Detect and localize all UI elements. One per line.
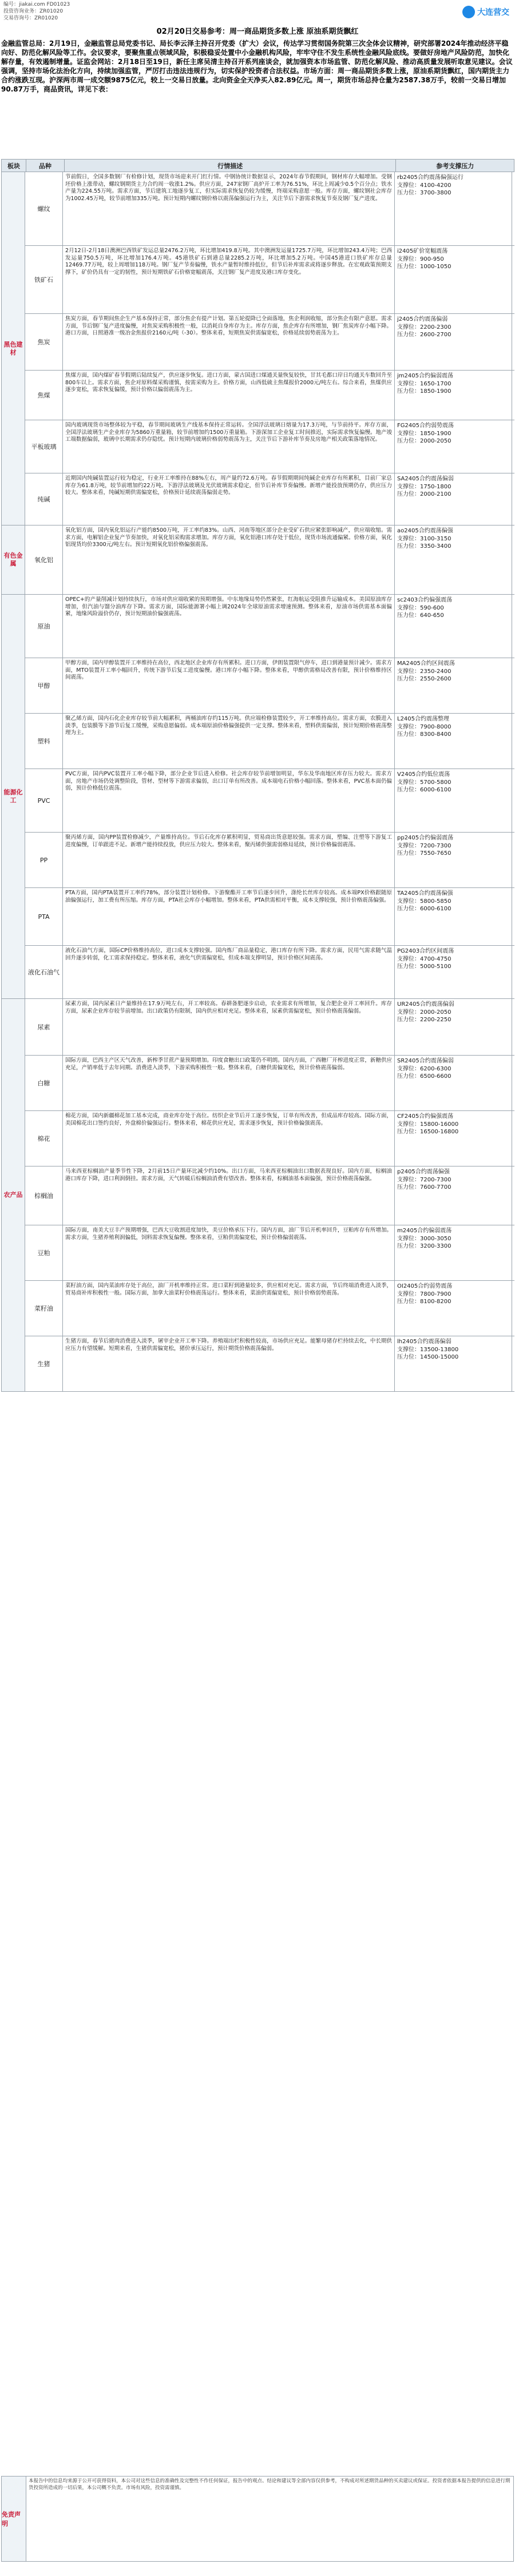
section-rows	[25, 999, 514, 1391]
market-description: 2月12日-2月18日澳洲巴西铁矿发运总量2476.2万吨，环比增加419.8万吨。其中澳洲发运量1725.7万吨，环比增加243.4万吨；巴西发运量750.5万吨，环比增加176.4万吨。45港铁矿石到港总量2285.2万吨，环比增加5.2万吨。中国45港进口铁矿库存总量12469.77万吨，较上周增加118万吨。钢厂复产节奏偏慢，铁水产量暂时维持低位，但节后补库需求或将逐步释放。在宏观政策预期支撑下，矿价仍具有一定的韧性，预计短期铁矿石价格宽幅震荡，关注钢厂复产进度及港口库存变化。	[63, 246, 395, 313]
table-row	[25, 1166, 514, 1225]
table-row	[25, 1111, 514, 1166]
market-description: PTA方面，国内PTA装置开工率约78%，部分装置计划检修。下游聚酯开工率节后逐步回升，涤纶长丝库存较高。成本端PX价格跟随原油偏强运行，加工费有所压缩。库存方面，PTA社会库存小幅增加。整体来看，PTA供需相对平衡，成本支撑较强，预计价格震荡偏强。	[63, 888, 395, 945]
commodity-name: PVC	[25, 769, 63, 832]
commodity-name: 豆粕	[25, 1225, 63, 1280]
section-rows	[25, 525, 514, 594]
support-resistance-levels: SR2405合约震荡偏弱 支撑位：6200-6300 压力位：6500-6600	[395, 1056, 512, 1110]
section-label: 黑色建材	[2, 172, 25, 525]
market-description: 国内玻璃现货市场整体较为平稳，春节期间玻璃生产线基本保持正常运转。全国浮法玻璃日熔量为17.3万吨，与节前持平。库存方面，全国浮法玻璃生产企业库存为5860万重量箱，较节前增加约1500万重量箱。下游深加工企业复工时间推迟，实际需求恢复偏慢。地产竣工端数据偏弱，玻璃中长期需求仍存隐忧。预计短期内玻璃价格弱势震荡为主，关注节后下游补库节奏及房地产相关政策落地情况。	[63, 420, 395, 473]
market-description: 聚乙烯方面，国内石化企业库存较节前大幅累积，两桶油库存约115万吨。供应端检修装置较少，开工率维持高位。需求方面，农膜进入淡季，包装膜等下游节后复工缓慢，采购意愿偏弱。成本端原油价格偏强提供一定支撑。整体来看，塑料供需偏弱，预计短期价格震荡整理为主。	[63, 714, 395, 769]
support-resistance-levels: OI2405合约弱势震荡 支撑位：7800-7900 压力位：8100-8200	[395, 1281, 512, 1336]
logo-mark-icon	[462, 6, 475, 18]
support-resistance-levels: FG2405合约弱势震荡 支撑位：1850-1900 压力位：2000-2050	[395, 420, 512, 473]
market-description: 氧化铝方面，国内氧化铝运行产能约8500万吨，开工率约83%。山西、河南等地区部分企业受矿石供应紧张影响减产，供应端收缩。需求方面，电解铝企业复产节奏加快，对氧化铝采购需求增加。库存方面，氧化铝港口库存处于低位，现货市场流通偏紧。价格方面，氧化铝现货均价3300元/吨左右。预计短期氧化铝价格偏强震荡。	[63, 525, 395, 594]
header-meta	[3, 1, 70, 22]
market-description: 生猪方面，春节后猪肉消费进入淡季，屠宰企业开工率下降。养殖端出栏积极性较高，市场供应充足。能繁母猪存栏持续去化，中长期供应压力有望缓解。短期来看，生猪供需偏宽松，猪价承压运行，预计期货价格震荡偏弱。	[63, 1336, 395, 1391]
market-description: OPEC+的产量削减计划持续执行，市场对供应端收紧的预期增强。中东地缘局势仍然紧张，红海航运受阻推升运输成本。美国原油库存增加，但汽油与馏分油库存下降。需求方面，国际能源署小幅上调2024年全球原油需求增速预测。整体来看，原油市场供需基本面偏紧，地缘风险溢价仍存，预计短期油价偏强震荡。	[63, 595, 395, 658]
commodity-name: 螺纹	[25, 172, 63, 245]
table-row	[25, 999, 514, 1056]
table-row	[25, 888, 514, 946]
report-title: 02月20日交易参考：周一商品期货多数上涨 原油系期货飘红	[156, 27, 359, 36]
table-section	[2, 595, 514, 999]
support-resistance-levels: rb2405合约震荡偏强运行 支撑位：4100-4200 压力位：3700-3800	[395, 172, 512, 245]
commodity-name: 尿素	[25, 999, 63, 1055]
header-levels: 参考支撑压力	[396, 160, 514, 172]
market-description: 近期国内纯碱装置运行较为稳定，行业开工率维持在88%左右，周产量约72.6万吨。春节假期期间纯碱企业库存有所累积，目前厂家总库存为61.8万吨，较节前增加约22万吨。下游浮法玻璃及光伏玻璃需求稳定，但节后补库节奏偏慢。新增产能投放预期仍存，供应压力较大。整体来看，纯碱短期供需偏宽松，价格预计延续震荡偏弱走势。	[63, 473, 395, 525]
support-resistance-levels: i2405矿价宽幅震荡 支撑位：900-950 压力位：1000-1050	[395, 246, 512, 313]
commodity-name: 焦煤	[25, 371, 63, 420]
market-description: PVC方面，国内PVC装置开工率小幅下降，部分企业节后进入检修。社会库存较节前增加明显，华东及华南地区库存压力较大。需求方面，房地产市场仍处调整阶段，管材、型材等下游需求偏弱，出口订单有所改善。成本端电石价格小幅回落。整体来看，PVC基本面仍偏弱，预计价格低位震荡。	[63, 769, 395, 832]
commodity-name: 菜籽油	[25, 1281, 63, 1336]
market-description: 尿素方面，国内尿素日产量维持在17.9万吨左右，开工率较高。春耕备肥逐步启动，农业需求有所增加，复合肥企业开工率回升。库存方面，尿素企业库存较节前增加。出口政策仍有限制，国内供应相对充足。整体来看，尿素供需偏宽松，预计价格震荡偏弱。	[63, 999, 395, 1055]
market-description: 焦煤方面，国内煤矿春节假期后陆续复产，供应逐步恢复。进口方面，蒙古国进口煤通关量恢复较快，甘其毛都口岸日均通关车数回升至800车以上。需求方面，焦企对原料煤采购谨慎，按需采购为主。价格方面，山西低硫主焦煤报价2000元/吨左右。综合来看，焦煤供应逐步宽松，需求恢复偏缓，预计价格以偏弱震荡为主。	[63, 371, 395, 420]
table-row	[25, 1225, 514, 1281]
support-resistance-levels: sc2403合约偏强震荡 支撑位：590-600 压力位：640-650	[395, 595, 512, 658]
disclaimer	[1, 2476, 514, 2562]
commodity-name: 棉花	[25, 1111, 63, 1166]
commodity-name: PTA	[25, 888, 63, 945]
table-row	[25, 246, 514, 314]
table-row	[25, 473, 514, 525]
market-description: 液化石油气方面，国际CP价格维持高位，进口成本支撑较强。国内炼厂商品量稳定，港口库存有所下降。需求方面，民用气需求随气温回升逐步转弱，化工需求保持稳定。整体来看，液化气供需偏宽松，但成本端支撑明显，预计价格区间震荡。	[63, 946, 395, 998]
table-row	[25, 833, 514, 888]
table-row	[25, 1056, 514, 1111]
support-resistance-levels: SA2405合约震荡偏弱 支撑位：1750-1800 压力位：2000-2100	[395, 473, 512, 525]
market-description: 菜籽油方面，国内菜油库存处于高位，油厂开机率维持正常。进口菜籽到港量较多，供应相对充足。需求方面，节后终端消费进入淡季，贸易商补库积极性一般。国际方面，加拿大油菜籽价格震荡运行。整体来看，菜油供需偏宽松，预计价格弱势震荡。	[63, 1281, 395, 1336]
commodity-name: 铁矿石	[25, 246, 63, 313]
market-description: 国际方面，巴西主产区天气改善，新榨季甘蔗产量预期增加。印度食糖出口政策仍不明朗。国内方面，广西糖厂开榨进度正常，新糖供应充足，产销率低于去年同期。消费进入淡季，下游采购积极性一般。整体来看，白糖供需偏宽松，预计价格震荡偏弱。	[63, 1056, 395, 1110]
market-description: 聚丙烯方面，国内PP装置检修减少，产量维持高位。节后石化库存累积明显，贸易商出货意愿较强。需求方面，塑编、注塑等下游复工进度偏慢，订单跟进不足。新增产能持续投放，供应压力较大。整体来看，聚丙烯供强需弱格局延续，预计价格偏弱震荡。	[63, 833, 395, 887]
table-row	[25, 172, 514, 246]
table-section	[2, 999, 514, 1392]
commodity-name: 塑料	[25, 714, 63, 769]
support-resistance-levels: TA2405合约震荡偏强 支撑位：5800-5850 压力位：6000-6100	[395, 888, 512, 945]
support-resistance-levels: UR2405合约震荡偏弱 支撑位：2000-2050 压力位：2200-2250	[395, 999, 512, 1055]
table-row	[25, 595, 514, 658]
disclaimer-label: 免责声明	[2, 2477, 26, 2561]
market-description: 国际方面，南美大豆丰产预期增强，巴西大豆收割进度加快，美豆价格承压下行。国内方面，油厂节后开机率回升，豆粕库存有所增加。需求方面，生猪养殖利润偏低，饲料需求恢复偏慢。整体来看，豆粕供需偏宽松，预计价格偏弱震荡。	[63, 1225, 395, 1280]
table-row	[25, 658, 514, 714]
logo-text: 大连营交	[477, 8, 509, 17]
commodity-name: PP	[25, 833, 63, 887]
meta-line: 交易咨询号：ZR01020	[3, 15, 58, 21]
support-resistance-levels: MA2405合约区间震荡 支撑位：2350-2400 压力位：2550-2600	[395, 658, 512, 713]
market-description: 马来西亚棕榈油产量季节性下降，2月前15日产量环比减少约10%。出口方面，马来西亚棕榈油出口数据表现良好。国内方面，棕榈油港口库存下降，进口利润倒挂。需求方面，天气转暖后棕榈油消费有望改善。整体来看，棕榈油基本面偏强，预计价格震荡偏强。	[63, 1166, 395, 1225]
support-resistance-levels: p2405合约震荡偏强 支撑位：7200-7300 压力位：7600-7700	[395, 1166, 512, 1225]
commodity-name: 生猪	[25, 1336, 63, 1391]
market-description: 棉花方面，国内新疆棉花加工基本完成，商业库存处于高位。纺织企业节后开工逐步恢复，订单有所改善，但成品库存较高。国际方面，美国棉花出口签约良好，外盘棉价偏强运行。整体来看，棉花供应充足，需求逐步恢复，预计价格偏强震荡。	[63, 1111, 395, 1166]
support-resistance-levels: CF2405合约偏强震荡 支撑位：15800-16000 压力位：16500-16800	[395, 1111, 512, 1166]
table-body	[2, 172, 514, 1392]
support-resistance-levels: L2405合约震荡整理 支撑位：7900-8000 压力位：8300-8400	[395, 714, 512, 769]
section-label: 农产品	[2, 999, 25, 1391]
top-bar	[0, 0, 515, 25]
support-resistance-levels: lh2405合约震荡偏弱 支撑位：13500-13800 压力位：14500-15000	[395, 1336, 512, 1391]
commodity-name: 液化石油气	[25, 946, 63, 998]
commodity-name: 平板玻璃	[25, 420, 63, 473]
table-section	[2, 525, 514, 595]
support-resistance-levels: jm2405合约偏弱震荡 支撑位：1650-1700 压力位：1850-1900	[395, 371, 512, 420]
commodity-name: 白糖	[25, 1056, 63, 1110]
table-header	[2, 160, 514, 172]
table-row	[25, 314, 514, 371]
market-description: 节前假日，全国多数钢厂有检修计划，现货市场迎来开门红行情。中钢协统计数据显示，2024年春节假期间，钢材库存大幅增加。受钢坯价格上涨带动，螺纹钢期货主力合约周一收涨1.2%。供应方面，247家钢厂高炉开工率为76.51%，环比上周减少0.5个百分点；铁水产量为224.55万吨。需求方面，节后建筑工地逐步复工，但实际需求恢复仍较为缓慢，终端采购意愿一般。库存方面，螺纹钢社会库存为1002.45万吨，较节前增加335万吨。预计短期内螺纹钢价格以震荡偏强运行为主，关注节后下游需求恢复节奏及钢厂复产进度。	[63, 172, 395, 245]
table-row	[25, 420, 514, 473]
header-description: 行情描述	[65, 160, 397, 172]
support-resistance-levels: pp2405合约偏弱震荡 支撑位：7200-7300 压力位：7550-7650	[395, 833, 512, 887]
table-row	[25, 1281, 514, 1336]
section-rows	[25, 595, 514, 998]
commodity-name: 焦炭	[25, 314, 63, 370]
market-description: 甲醇方面，国内甲醇装置开工率维持在高位，西北地区企业库存有所累积。进口方面，伊朗装置限气停车，进口到港量预计减少。需求方面，MTO装置开工率小幅回升，传统下游节后复工进度偏慢。港口库存小幅下降。整体来看，甲醇供需格局改善有限，预计价格维持区间震荡。	[63, 658, 395, 713]
company-logo	[462, 3, 509, 21]
commodity-name: 甲醇	[25, 658, 63, 713]
market-description: 焦炭方面，春节期间焦企生产基本保持正常，部分焦企有提产计划。第五轮提降已全面落地，焦企利润收缩，部分焦企有限产意愿。需求方面，节后钢厂复产进度偏慢，对焦炭采购积极性一般，以消耗自身库存为主。库存方面，焦企库存有所增加，钢厂焦炭库存小幅下降。港口方面，日照港准一级冶金焦报价2160元/吨（-30）。整体来看，短期焦炭供需偏宽松，价格延续弱势震荡为主。	[63, 314, 395, 370]
meta-line: 投资咨询业务：ZR01020	[3, 9, 64, 14]
support-resistance-levels: PG2403合约区间震荡 支撑位：4700-4750 压力位：5000-5100	[395, 946, 512, 998]
table-row	[25, 946, 514, 998]
header-section: 板块	[2, 160, 26, 172]
support-resistance-levels: ao2405合约震荡偏强 支撑位：3100-3150 压力位：3350-3400	[395, 525, 512, 594]
header-item: 品种	[26, 160, 65, 172]
disclaimer-text: 本报告中的信息均来源于公开可获得资料，本公司对这些信息的准确性及完整性不作任何保证，报告中的观点、结论和建议等全部内容仅供参考，不构成对所述期货品种的买卖建议或保证。投资者依据本报告提供的信息进行期货投资所造成的一切后果，本公司概不负责。市场有风险，投资需谨慎。	[29, 2478, 510, 2491]
commodity-name: 氧化铝	[25, 525, 63, 594]
commodity-name: 原油	[25, 595, 63, 658]
commodity-name: 纯碱	[25, 473, 63, 525]
section-rows	[25, 172, 514, 525]
section-label: 能源化工	[2, 595, 25, 998]
commodity-name: 棕榈油	[25, 1166, 63, 1225]
support-resistance-levels: m2405合约偏弱震荡 支撑位：3000-3050 压力位：3200-3300	[395, 1225, 512, 1280]
market-summary: 金融监管总局：2月19日，金融监管总局党委书记、局长李云泽主持召开党委（扩大）会议，传达学习贯彻国务院第三次全体会议精神，研究部署2024年推动经济平稳向好、防范化解风险等工作。会议要求，要聚焦重点领域风险，积极稳妥处置中小金融机构风险，牢牢守住不发生系统性金融风险底线。要做好房地产风险防范，加快化解存量，有效遏制增量。证监会网站：2月18日至19日，新任主席吴清主持召开系列座谈会，就加强资本市场监管、防范化解风险、推动高质量发展听取意见建议。会议强调，坚持市场化法治化方向，持续加强监管，严厉打击违法违规行为，切实保护投资者合法权益。市场方面：周一商品期货多数上涨，原油系期货飘红，国内期货主力合约涨跌互现。沪深两市周一成交额9875亿元，较上一交易日放量。北向资金全天净买入82.89亿元。周一，期货市场总持仓量为2587.38万手，较前一交易日增加90.87万手，商品资讯，详见下表：	[1, 39, 513, 93]
table-row	[25, 1336, 514, 1391]
table-row	[25, 714, 514, 769]
table-row	[25, 371, 514, 420]
table-row	[25, 769, 514, 833]
table-row	[25, 525, 514, 594]
support-resistance-levels: V2405合约低位震荡 支撑位：5700-5800 压力位：6000-6100	[395, 769, 512, 832]
meta-line: 编号：jiakai.com FD01023	[3, 2, 70, 7]
commodity-table	[1, 159, 514, 1392]
section-label: 有色金属	[2, 525, 25, 594]
support-resistance-levels: j2405合约震荡偏弱 支撑位：2200-2300 压力位：2600-2700	[395, 314, 512, 370]
table-section	[2, 172, 514, 525]
